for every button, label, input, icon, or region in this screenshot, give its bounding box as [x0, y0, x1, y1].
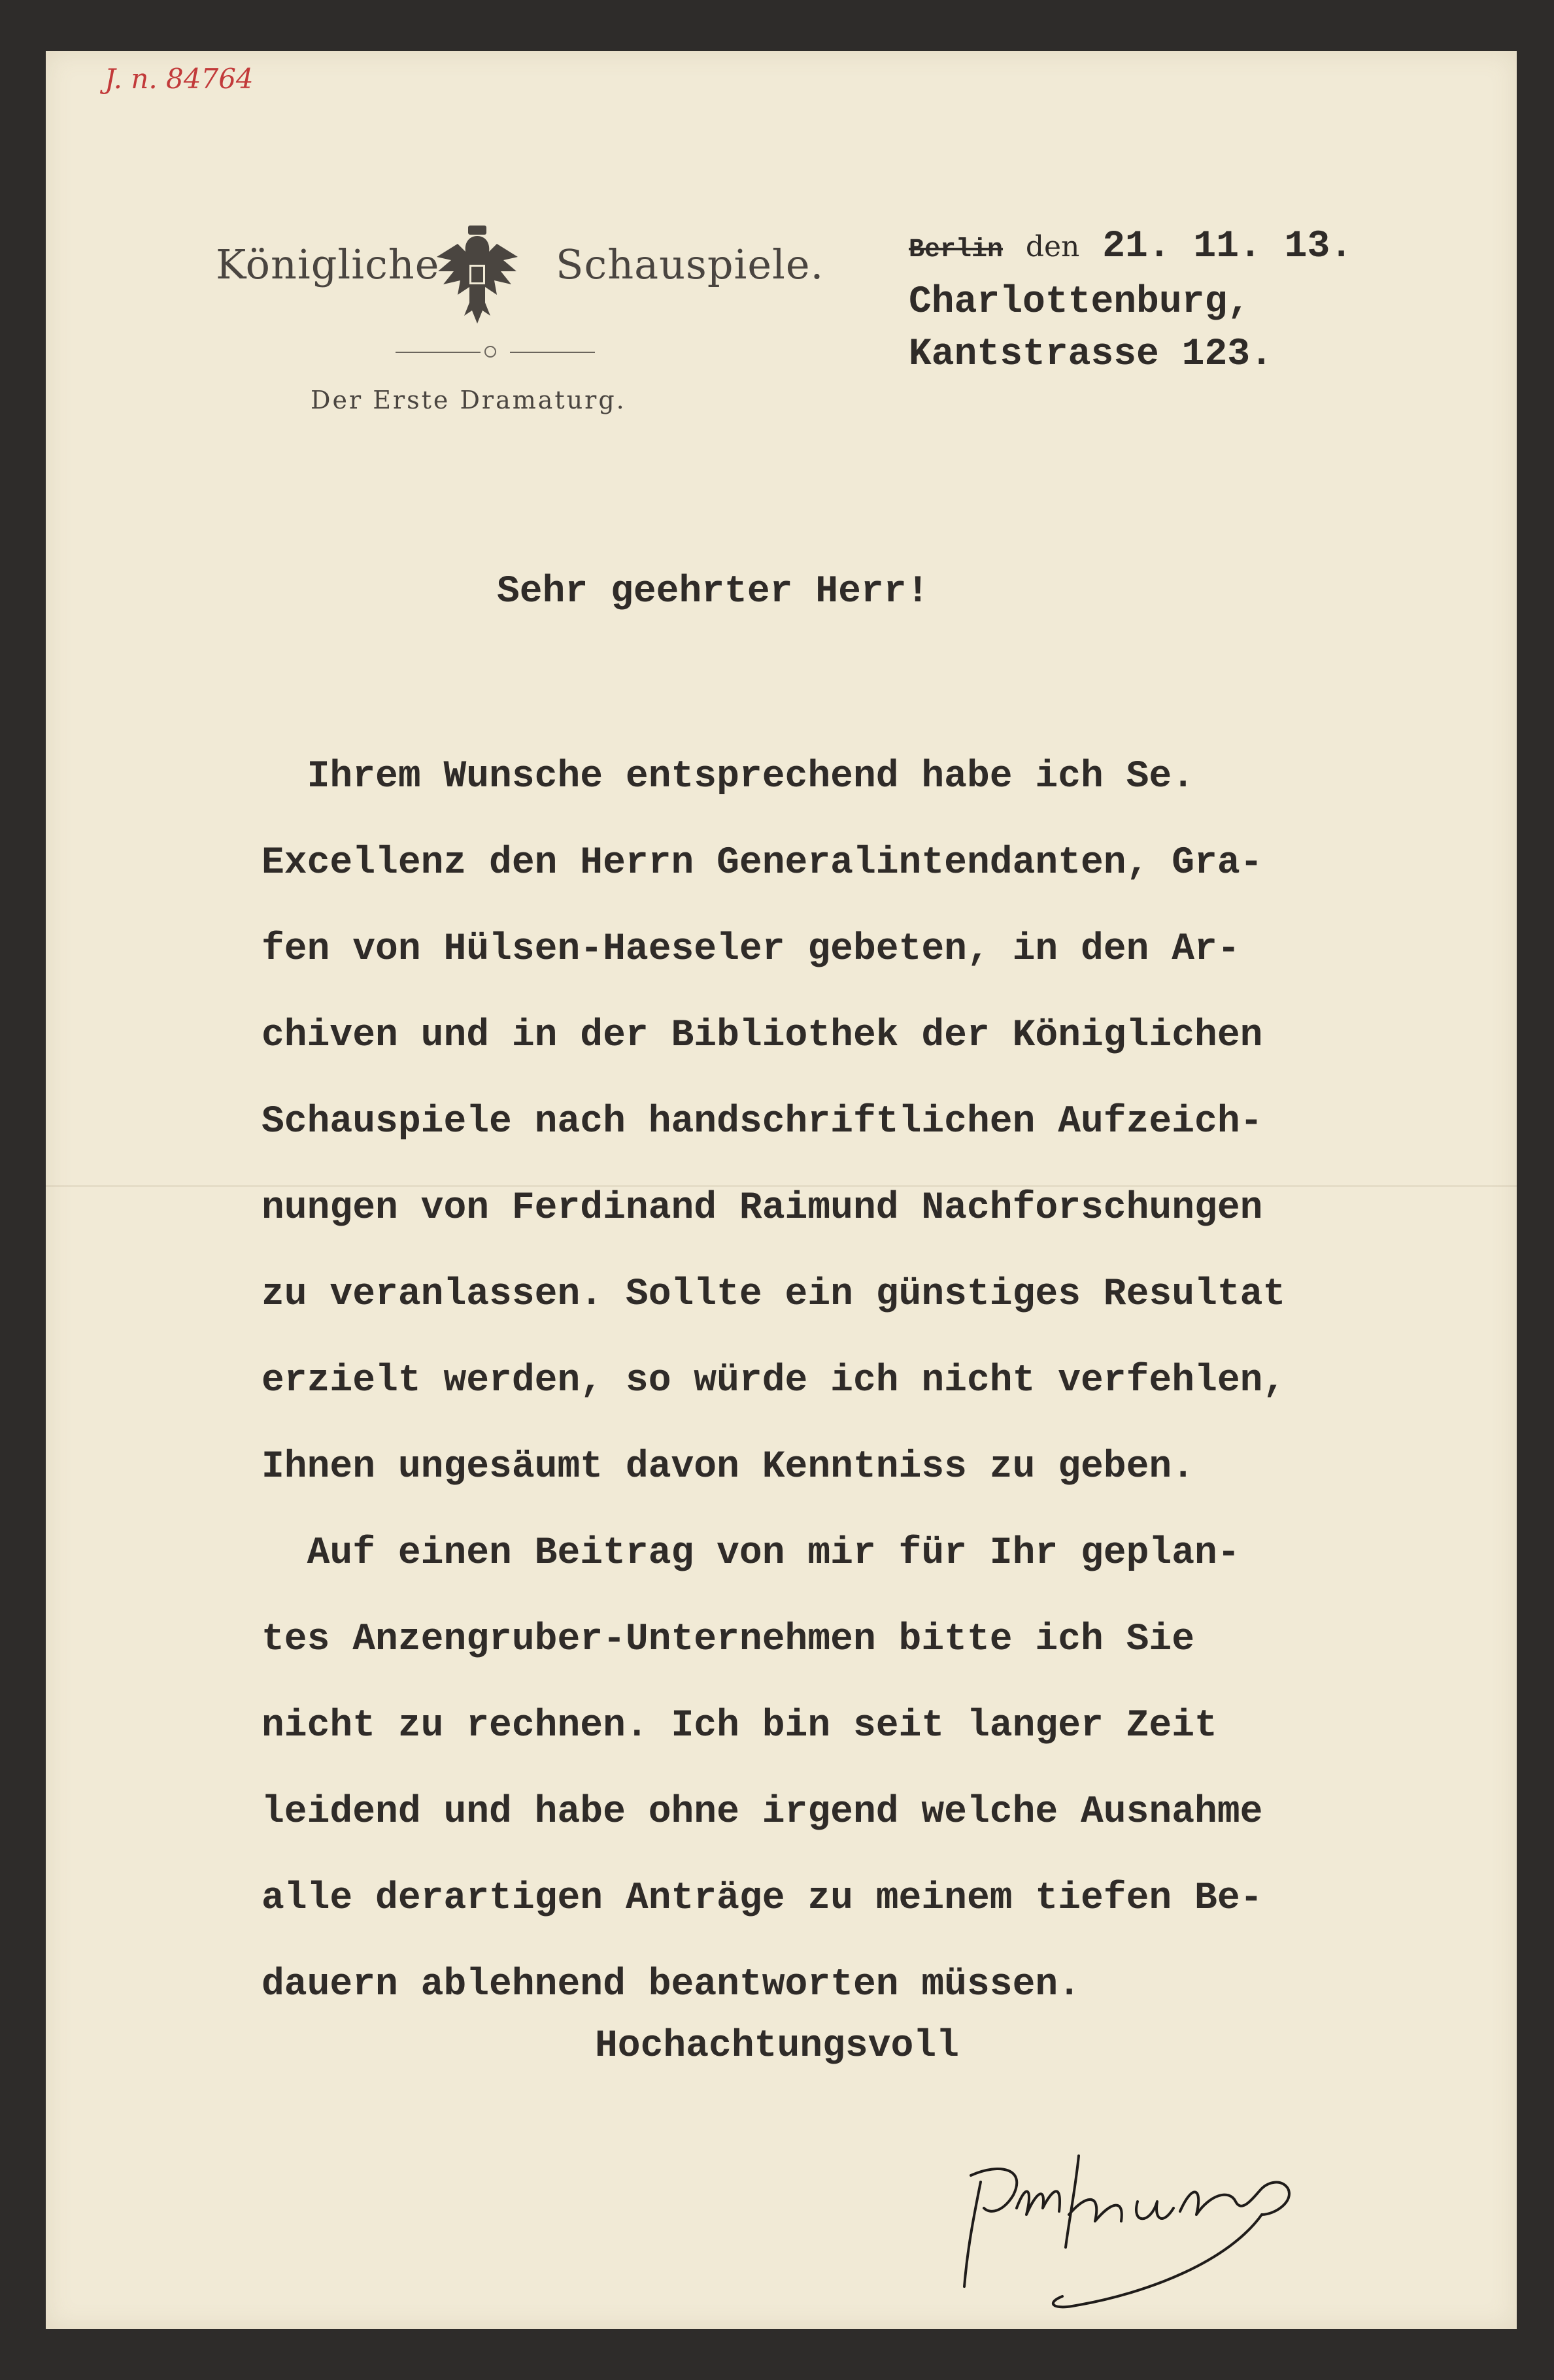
letter-body — [262, 734, 1504, 2028]
letterhead-left-word: Königliche — [216, 241, 440, 288]
divider-right — [510, 352, 595, 353]
date-line — [909, 221, 1353, 277]
letter-sheet — [46, 51, 1517, 2329]
letterhead-right-word: Schauspiele. — [556, 241, 824, 288]
letter-date: 21. 11. 13. — [1102, 226, 1353, 268]
body-line: Excellenz den Herrn Generalintendanten, Gra- — [262, 842, 1263, 884]
closing: Hochachtungsvoll — [595, 2025, 959, 2068]
body-line: leidend und habe ohne irgend welche Ausnahme — [262, 1791, 1263, 1834]
body-line: nungen von Ferdinand Raimund Nachforschungen — [262, 1187, 1263, 1230]
address-street: Kantstrasse 123. — [909, 333, 1273, 376]
body-line: tes Anzengruber-Unternehmen bitte ich Sie — [262, 1618, 1195, 1661]
salutation: Sehr geehrter Herr! — [497, 571, 930, 613]
body-line: Auf einen Beitrag von mir für Ihr geplan- — [262, 1532, 1240, 1575]
body-line: alle derartigen Anträge zu meinem tiefen Be- — [262, 1877, 1263, 1920]
address-city: Charlottenburg, — [909, 281, 1251, 324]
body-line: Schauspiele nach handschriftlichen Aufzeich- — [262, 1101, 1263, 1143]
body-line: nicht zu rechnen. Ich bin seit langer Zeit — [262, 1705, 1217, 1747]
letterhead-subtitle: Der Erste Dramaturg. — [311, 386, 626, 414]
body-line: erzielt werden, so würde ich nicht verfehlen, — [262, 1360, 1286, 1402]
archive-number: J. n. 84764 — [105, 63, 254, 95]
den-word: den — [1025, 230, 1080, 263]
date-address-block — [909, 221, 1353, 381]
body-line: dauern ablehnend beantworten müssen. — [262, 1964, 1081, 2006]
body-line: chiven und in der Bibliothek der Königlichen — [262, 1014, 1263, 1057]
body-line: fen von Hülsen-Haeseler gebeten, in den Ar- — [262, 928, 1240, 971]
struck-place: Berlin — [909, 235, 1004, 265]
body-line: Ihrem Wunsche entsprechend habe ich Se. — [262, 756, 1195, 798]
divider-left — [396, 352, 481, 353]
signature-icon — [954, 2117, 1379, 2326]
body-line: Ihnen ungesäumt davon Kenntniss zu geben. — [262, 1446, 1195, 1488]
body-line: zu veranlassen. Sollte ein günstiges Resultat — [262, 1273, 1286, 1316]
letterhead — [163, 162, 824, 437]
eagle-icon — [431, 224, 523, 329]
divider-ornament — [484, 346, 496, 358]
